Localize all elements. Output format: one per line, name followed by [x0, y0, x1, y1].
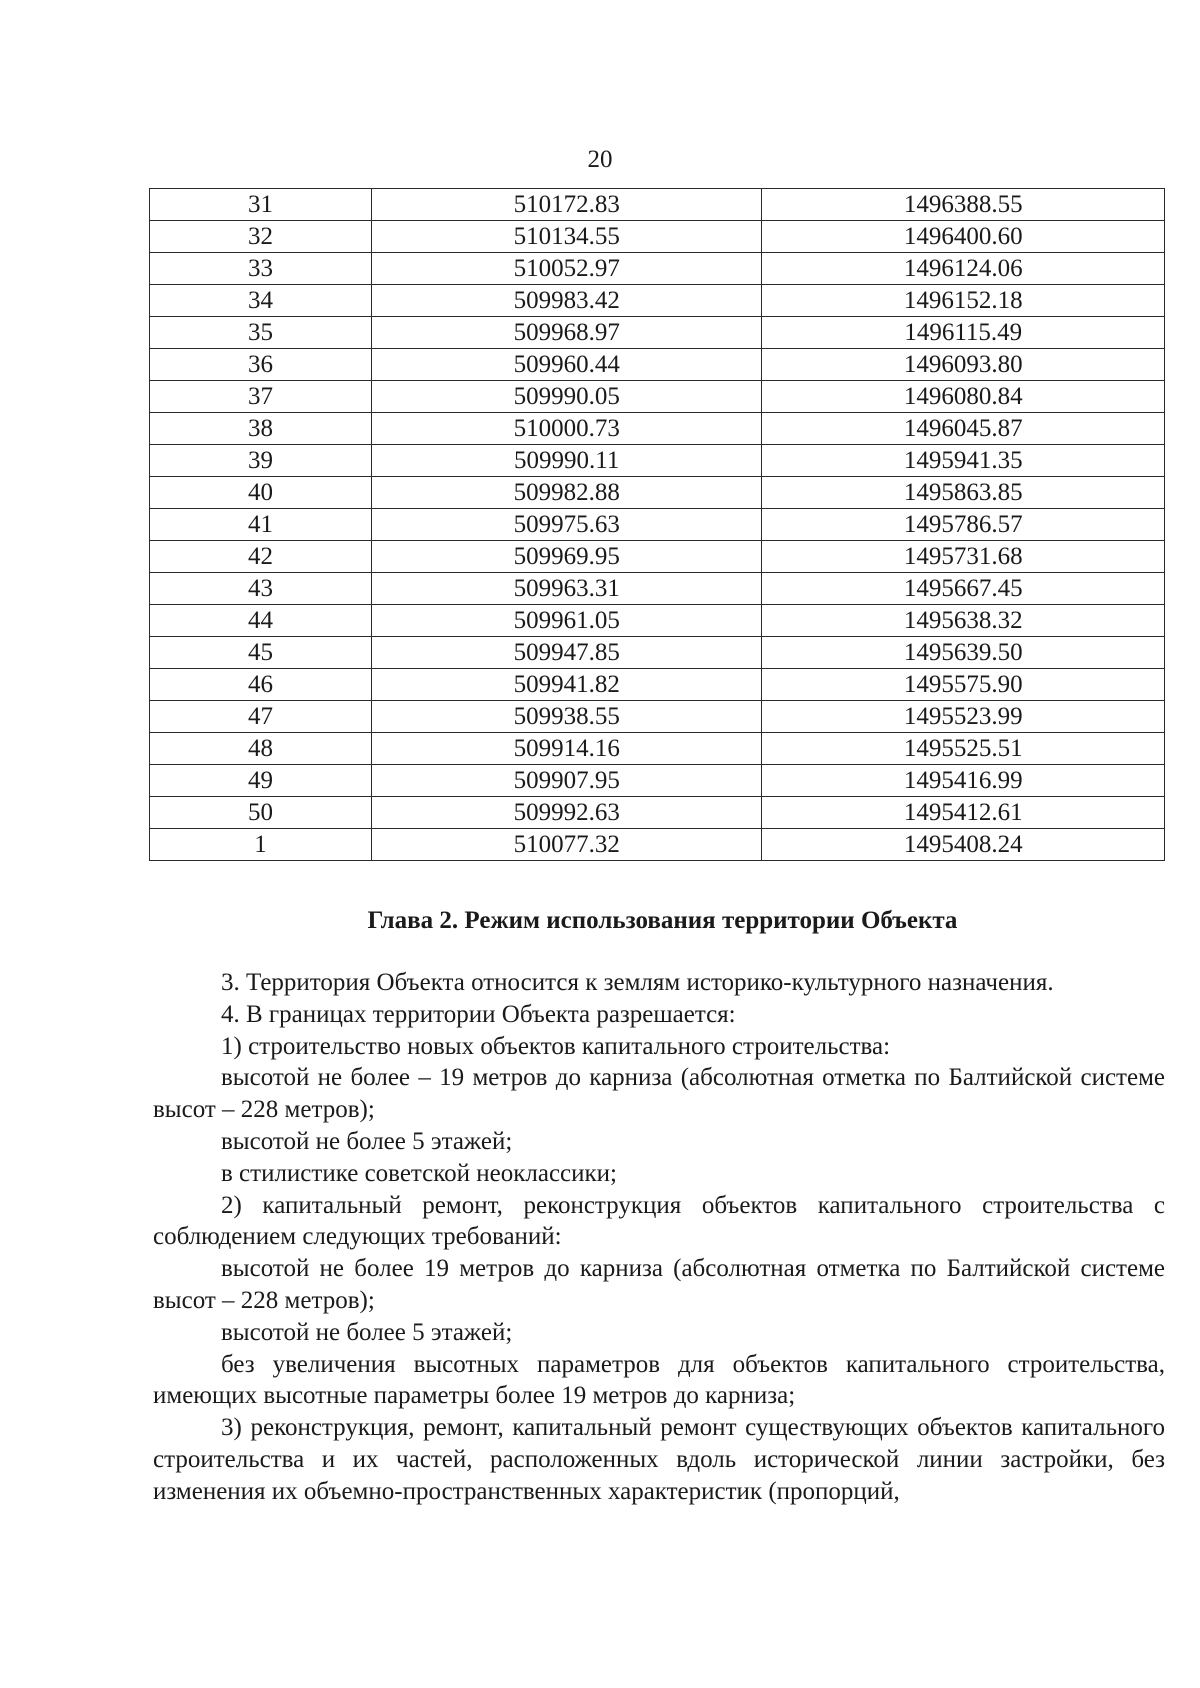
- x-coordinate-cell: 509961.05: [371, 605, 762, 637]
- x-coordinate-cell: 509982.88: [371, 477, 762, 509]
- table-row: [150, 253, 1165, 285]
- paragraph: высотой не более 5 этажей;: [221, 1318, 513, 1346]
- table-row: [150, 733, 1165, 765]
- point-number-cell: 45: [150, 637, 372, 669]
- y-coordinate-cell: 1496400.60: [762, 221, 1165, 253]
- y-coordinate-cell: 1495786.57: [762, 509, 1165, 541]
- table-row: [150, 477, 1165, 509]
- coordinates-table-body: [150, 189, 1165, 861]
- point-number-cell: 48: [150, 733, 372, 765]
- y-coordinate-cell: 1496124.06: [762, 253, 1165, 285]
- point-number-cell: 44: [150, 605, 372, 637]
- point-number-cell: 38: [150, 413, 372, 445]
- table-row: [150, 285, 1165, 317]
- point-number-cell: 50: [150, 797, 372, 829]
- x-coordinate-cell: 510134.55: [371, 221, 762, 253]
- table-row: [150, 349, 1165, 381]
- x-coordinate-cell: 509941.82: [371, 669, 762, 701]
- table-row: [150, 637, 1165, 669]
- x-coordinate-cell: 509960.44: [371, 349, 762, 381]
- y-coordinate-cell: 1495412.61: [762, 797, 1165, 829]
- point-number-cell: 43: [150, 573, 372, 605]
- table-row: [150, 797, 1165, 829]
- x-coordinate-cell: 509907.95: [371, 765, 762, 797]
- table-row: [150, 221, 1165, 253]
- y-coordinate-cell: 1496045.87: [762, 413, 1165, 445]
- point-number-cell: 47: [150, 701, 372, 733]
- point-number-cell: 31: [150, 189, 372, 221]
- point-number-cell: 46: [150, 669, 372, 701]
- paragraph: высотой не более 19 метров до карниза (абсолютная отметка по Балтийской системе высот – 228 метров);: [153, 1255, 1165, 1314]
- table-row: [150, 765, 1165, 797]
- paragraph: 3) реконструкция, ремонт, капитальный ремонт существующих объектов капитального строительства и их частей, расположенных вдоль исторической линии застройки, без изменения их объемно-пространственных характеристик (пропорций,: [153, 1414, 1165, 1505]
- table-row: [150, 605, 1165, 637]
- x-coordinate-cell: 509990.11: [371, 445, 762, 477]
- table-row: [150, 509, 1165, 541]
- x-coordinate-cell: 509975.63: [371, 509, 762, 541]
- y-coordinate-cell: 1495667.45: [762, 573, 1165, 605]
- y-coordinate-cell: 1495638.32: [762, 605, 1165, 637]
- point-number-cell: 1: [150, 829, 372, 861]
- paragraph: высотой не более – 19 метров до карниза (абсолютная отметка по Балтийской системе высот – 228 метров);: [153, 1064, 1165, 1124]
- y-coordinate-cell: 1495523.99: [762, 701, 1165, 733]
- point-number-cell: 32: [150, 221, 372, 253]
- x-coordinate-cell: 509990.05: [371, 381, 762, 413]
- y-coordinate-cell: 1495525.51: [762, 733, 1165, 765]
- x-coordinate-cell: 509963.31: [371, 573, 762, 605]
- table-row: [150, 381, 1165, 413]
- paragraph: 1) строительство новых объектов капитального строительства:: [221, 1032, 891, 1060]
- point-number-cell: 42: [150, 541, 372, 573]
- y-coordinate-cell: 1495863.85: [762, 477, 1165, 509]
- paragraph: высотой не более 5 этажей;: [221, 1127, 513, 1155]
- paragraph: без увеличения высотных параметров для объектов капитального строительства, имеющих высотные параметры более 19 метров до карниза;: [153, 1350, 1165, 1410]
- x-coordinate-cell: 510052.97: [371, 253, 762, 285]
- x-coordinate-cell: 509938.55: [371, 701, 762, 733]
- y-coordinate-cell: 1495941.35: [762, 445, 1165, 477]
- table-row: [150, 701, 1165, 733]
- y-coordinate-cell: 1496388.55: [762, 189, 1165, 221]
- paragraph: 2) капитальный ремонт, реконструкция объектов капитального строительства с соблюдением следующих требований:: [153, 1191, 1165, 1251]
- table-row: [150, 189, 1165, 221]
- y-coordinate-cell: 1496093.80: [762, 349, 1165, 381]
- point-number-cell: 41: [150, 509, 372, 541]
- y-coordinate-cell: 1495639.50: [762, 637, 1165, 669]
- x-coordinate-cell: 509968.97: [371, 317, 762, 349]
- x-coordinate-cell: 509947.85: [371, 637, 762, 669]
- point-number-cell: 33: [150, 253, 372, 285]
- paragraph: 3. Территория Объекта относится к землям историко-культурного назначения.: [221, 969, 1054, 996]
- coordinates-table: [149, 188, 1165, 861]
- table-row: [150, 413, 1165, 445]
- y-coordinate-cell: 1496080.84: [762, 381, 1165, 413]
- chapter-title: Глава 2. Режим использования территории Объекта: [367, 907, 958, 934]
- y-coordinate-cell: 1496152.18: [762, 285, 1165, 317]
- point-number-cell: 40: [150, 477, 372, 509]
- y-coordinate-cell: 1495731.68: [762, 541, 1165, 573]
- y-coordinate-cell: 1496115.49: [762, 317, 1165, 349]
- y-coordinate-cell: 1495575.90: [762, 669, 1165, 701]
- table-row: [150, 445, 1165, 477]
- x-coordinate-cell: 509992.63: [371, 797, 762, 829]
- table-row: [150, 669, 1165, 701]
- table-row: [150, 541, 1165, 573]
- y-coordinate-cell: 1495416.99: [762, 765, 1165, 797]
- table-row: [150, 573, 1165, 605]
- point-number-cell: 36: [150, 349, 372, 381]
- point-number-cell: 49: [150, 765, 372, 797]
- x-coordinate-cell: 510000.73: [371, 413, 762, 445]
- x-coordinate-cell: 510077.32: [371, 829, 762, 861]
- point-number-cell: 37: [150, 381, 372, 413]
- x-coordinate-cell: 509983.42: [371, 285, 762, 317]
- paragraph: в стилистике советской неоклассики;: [221, 1159, 617, 1187]
- table-row: [150, 829, 1165, 861]
- point-number-cell: 35: [150, 317, 372, 349]
- paragraph: 4. В границах территории Объекта разрешается:: [221, 1000, 736, 1028]
- point-number-cell: 34: [150, 285, 372, 317]
- x-coordinate-cell: 509914.16: [371, 733, 762, 765]
- y-coordinate-cell: 1495408.24: [762, 829, 1165, 861]
- table-row: [150, 317, 1165, 349]
- x-coordinate-cell: 510172.83: [371, 189, 762, 221]
- page-number: 20: [587, 146, 613, 173]
- point-number-cell: 39: [150, 445, 372, 477]
- x-coordinate-cell: 509969.95: [371, 541, 762, 573]
- chapter-text: [153, 967, 1165, 1508]
